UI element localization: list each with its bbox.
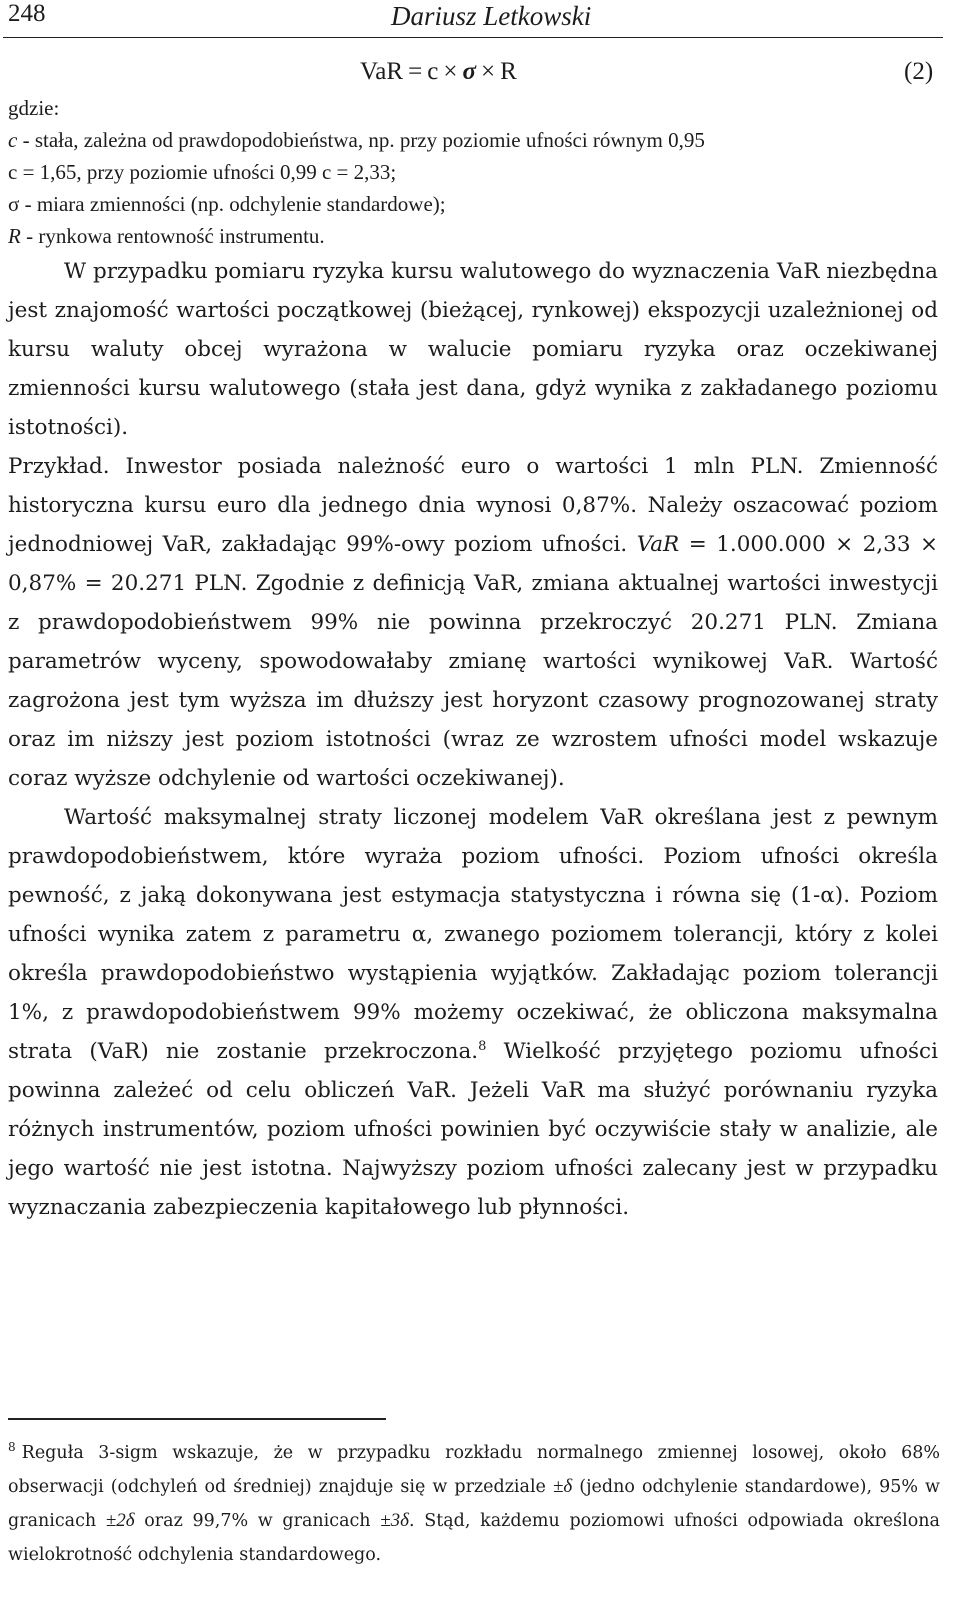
footnote-8: [8, 1436, 940, 1572]
footnote-math: ±2δ: [105, 1510, 135, 1531]
definition-r-text: - rynkowa rentowność instrumentu.: [20, 224, 325, 248]
definitions-intro: gdzie:: [8, 96, 60, 120]
definition-c-values: c = 1,65, przy poziomie ufności 0,99 c = 2,33;: [8, 160, 397, 184]
equation-r: R: [500, 58, 517, 85]
equation-times: ×: [480, 58, 496, 85]
page-number: 248: [8, 0, 46, 27]
paragraph-2-text: Przykład. Inwestor posiada należność euro o wartości 1 mln PLN. Zmienność historyczna kursu euro dla jednego dnia wynosi 0,87%. Należy oszacować poziom jednodniowej VaR, zakładając 99%-owy poziom ufności.: [8, 454, 938, 557]
definition-sigma-text: - miara zmienności (np. odchylenie standardowe);: [19, 192, 446, 216]
symbol-sigma: σ: [8, 192, 20, 216]
symbol-definitions: [8, 92, 948, 252]
paragraph-1: W przypadku pomiaru ryzyka kursu walutowego do wyznaczenia VaR niezbędna jest znajomość wartości początkowej (bieżącej, rynkowej) ekspozycji uzależnionej od kursu waluty obcej wyrażona w walucie pomiaru ryzyka oraz oczekiwanej zmienności kursu walutowego (stała jest dana, gdyż wynika z zakładanego poziomu istotności).: [8, 259, 938, 440]
definition-c-text: - stała, zależna od prawdopodobieństwa, np. przy poziomie ufności równym 0,95: [17, 128, 705, 152]
footnote-math: ±3δ: [380, 1510, 409, 1531]
footnote-text: [8, 1436, 940, 1572]
paragraph-3-text-continued: Wielkość przyjętego poziomu ufności powinna zależeć od celu obliczeń VaR. Jeżeli VaR ma służyć porównaniu ryzyka różnych instrumentów, poziom ufności powinien być oczywiście stały w analizie, ale jego wartość nie jest istotna. Najwyższy poziom ufności zalecany jest w przypadku wyznaczania zabezpieczenia kapitałowego lub płynności.: [8, 1039, 938, 1220]
footnote-rule: [8, 1418, 386, 1420]
definition-r: [8, 220, 948, 252]
paragraph-2-text-continued: Zgodnie z definicją VaR, zmiana aktualnej wartości inwestycji z prawdopodobieństwem 99% nie powinna przekroczyć 20.271 PLN. Zmiana parametrów wyceny, spowodowałaby zmianę wartości wynikowej VaR. Wartość zagrożona jest tym wyższa im dłuższy jest horyzont czasowy prognozowanej straty oraz im niższy jest poziom istotności (wraz ze wzrostem ufności model wskazuje coraz wyższe odchylenie od wartości oczekiwanej).: [8, 571, 938, 791]
header-rule: [3, 37, 943, 38]
equation-body: [360, 58, 517, 86]
paragraph-3: [8, 798, 938, 1227]
equation-c: c: [427, 58, 439, 85]
equation-number: (2): [904, 58, 934, 85]
running-head-author: Dariusz Letkowski: [391, 1, 592, 31]
page-header: [8, 0, 948, 36]
footnote-text-part: (jedno odchylenie standardowe), 95% w granicach: [8, 1477, 940, 1531]
var-calculation: = 1.000.000 × 2,33 × 0,87% = 20.271 PLN.: [8, 532, 938, 596]
equation-lhs: VaR: [360, 58, 404, 85]
equation-2: [0, 58, 960, 92]
footnote-reference[interactable]: 8: [478, 1038, 487, 1054]
footnote-text-part: oraz 99,7% w granicach: [134, 1511, 381, 1531]
symbol-r: R: [8, 224, 21, 248]
footnote-mark: 8: [8, 1440, 16, 1455]
footnote-text-part: . Stąd, każdemu poziomowi ufności odpowiada określona wielokrotność odchylenia standardowego.: [8, 1511, 940, 1565]
definition-c: [8, 124, 948, 156]
symbol-c: c: [8, 128, 18, 152]
equation-equals: =: [408, 58, 423, 85]
paragraph-3-text: Wartość maksymalnej straty liczonej modelem VaR określana jest z pewnym prawdopodobieństwem, które wyraża poziom ufności. Poziom ufności określa pewność, z jaką dokonywana jest estymacja statystyczna i równa się (1-α). Poziom ufności wynika zatem z parametru α, zwanego poziomem tolerancji, który z kolei określa prawdopodobieństwo wystąpienia wyjątków. Zakładając poziom tolerancji 1%, z prawdopodobieństwem 99% możemy oczekiwać, że obliczona maksymalna strata (VaR) nie zostanie przekroczona.: [8, 805, 938, 1064]
definition-sigma: [8, 188, 948, 220]
equation-sigma: σ: [462, 58, 476, 85]
footnote-text-part: Reguła 3-sigm wskazuje, że w przypadku rozkładu normalnego zmiennej losowej, około 68% obserwacji (odchyleń od średniej) znajduje się w przedziale: [8, 1443, 940, 1497]
body-text: [8, 252, 938, 1227]
footnote-math: ±δ: [552, 1476, 573, 1497]
equation-times: ×: [443, 58, 458, 85]
paragraph-2-example: [8, 447, 938, 798]
var-symbol: VaR: [636, 532, 680, 557]
